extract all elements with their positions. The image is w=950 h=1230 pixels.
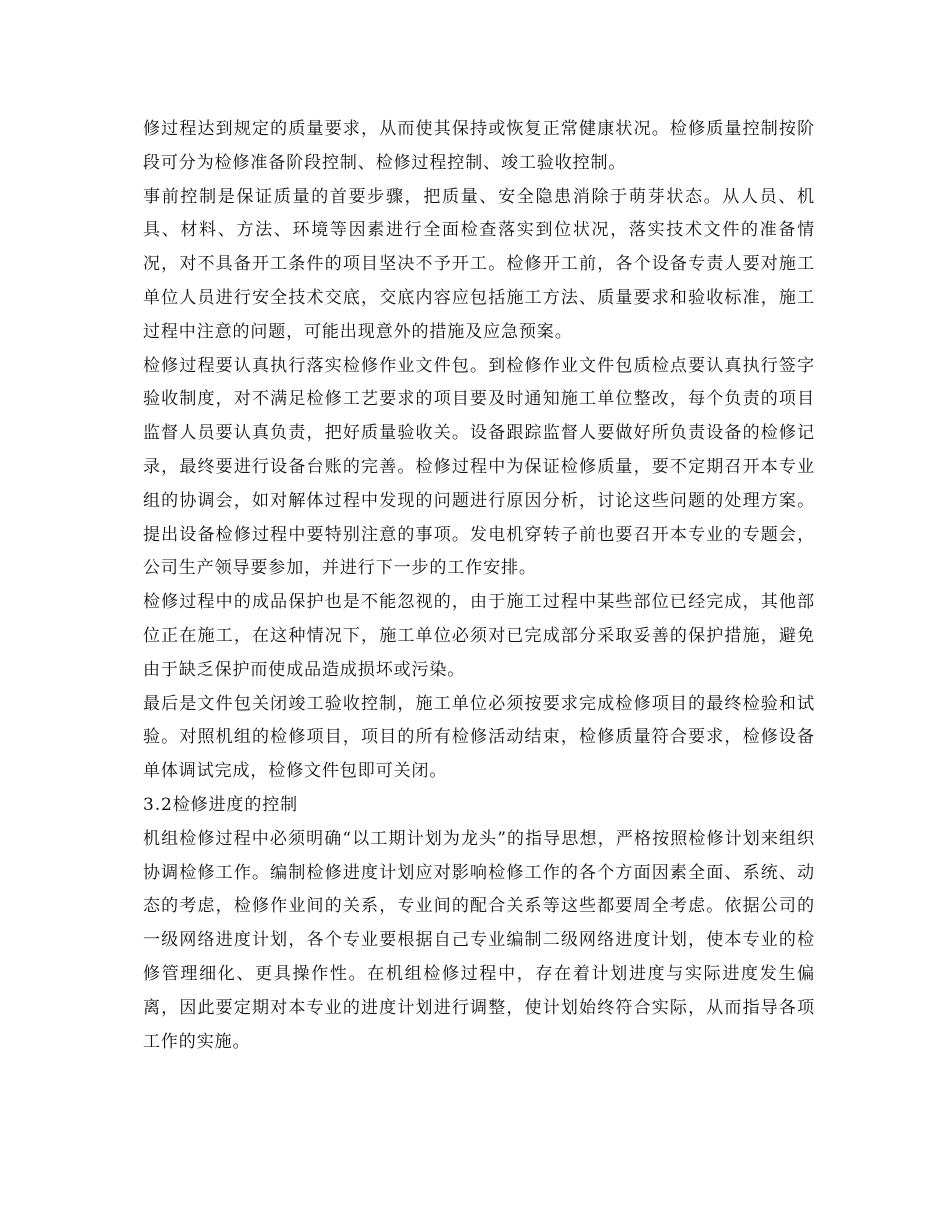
paragraph-quality-stages: 修过程达到规定的质量要求，从而使其保持或恢复正常健康状况。检修质量控制按阶段可分为检修准备阶段控制、检修过程控制、竣工验收控制。 xyxy=(143,119,815,173)
paragraph-completion-acceptance: 最后是文件包关闭竣工验收控制，施工单位必须按要求完成检修项目的最终检验和试验。对照机组的检修项目，项目的所有检修活动结束，检修质量符合要求，检修设备单体调试完成，检修文件包即可关闭。 xyxy=(143,693,815,782)
paragraph-schedule-control: 机组检修过程中必须明确“以工期计划为龙头”的指导思想，严格按照检修计划来组织协调检修工作。编制检修进度计划应对影响检修工作的各个方面因素全面、系统、动态的考虑，检修作业间的关系，专业间的配合关系等这些都要周全考虑。依据公司的一级网络进度计划，各个专业要根据自己专业编制二级网络进度计划，使本专业的检修管理细化、更具操作性。在机组检修过程中，存在着计划进度与实际进度发生偏离，因此要定期对本专业的进度计划进行调整，使计划始终符合实际，从而指导各项工作的实施。 xyxy=(143,828,815,1052)
paragraph-product-protection: 检修过程中的成品保护也是不能忽视的，由于施工过程中某些部位已经完成，其他部位正在施工，在这种情况下，施工单位必须对已完成部分采取妥善的保护措施，避免由于缺乏保护而使成品造成损坏或污染。 xyxy=(143,592,815,680)
section-heading-schedule-control: 3.2检修进度的控制 xyxy=(143,794,299,815)
paragraph-process-control: 检修过程要认真执行落实检修作业文件包。到检修作业文件包质检点要认真执行签字验收制度，对不满足检修工艺要求的项目要及时通知施工单位整改，每个负责的项目监督人员要认真负责，把好质量验收关。设备跟踪监督人要做好所负责设备的检修记录，最终要进行设备台账的完善。检修过程中为保证检修质量，要不定期召开本专业组的协调会，如对解体过程中发现的问题进行原因分析，讨论这些问题的处理方案。提出设备检修过程中要特别注意的事项。发电机穿转子前也要召开本专业的专题会，公司生产领导要参加，并进行下一步的工作安排。 xyxy=(143,355,815,579)
paragraph-pre-control: 事前控制是保证质量的首要步骤，把质量、安全隐患消除于萌芽状态。从人员、机具、材料、方法、环境等因素进行全面检查落实到位状况，落实技术文件的准备情况，对不具备开工条件的项目坚决不予开工。检修开工前，各个设备专责人要对施工单位人员进行安全技术交底，交底内容应包括施工方法、质量要求和验收标准，施工过程中注意的问题，可能出现意外的措施及应急预案。 xyxy=(143,186,815,342)
document-body xyxy=(143,113,815,1059)
